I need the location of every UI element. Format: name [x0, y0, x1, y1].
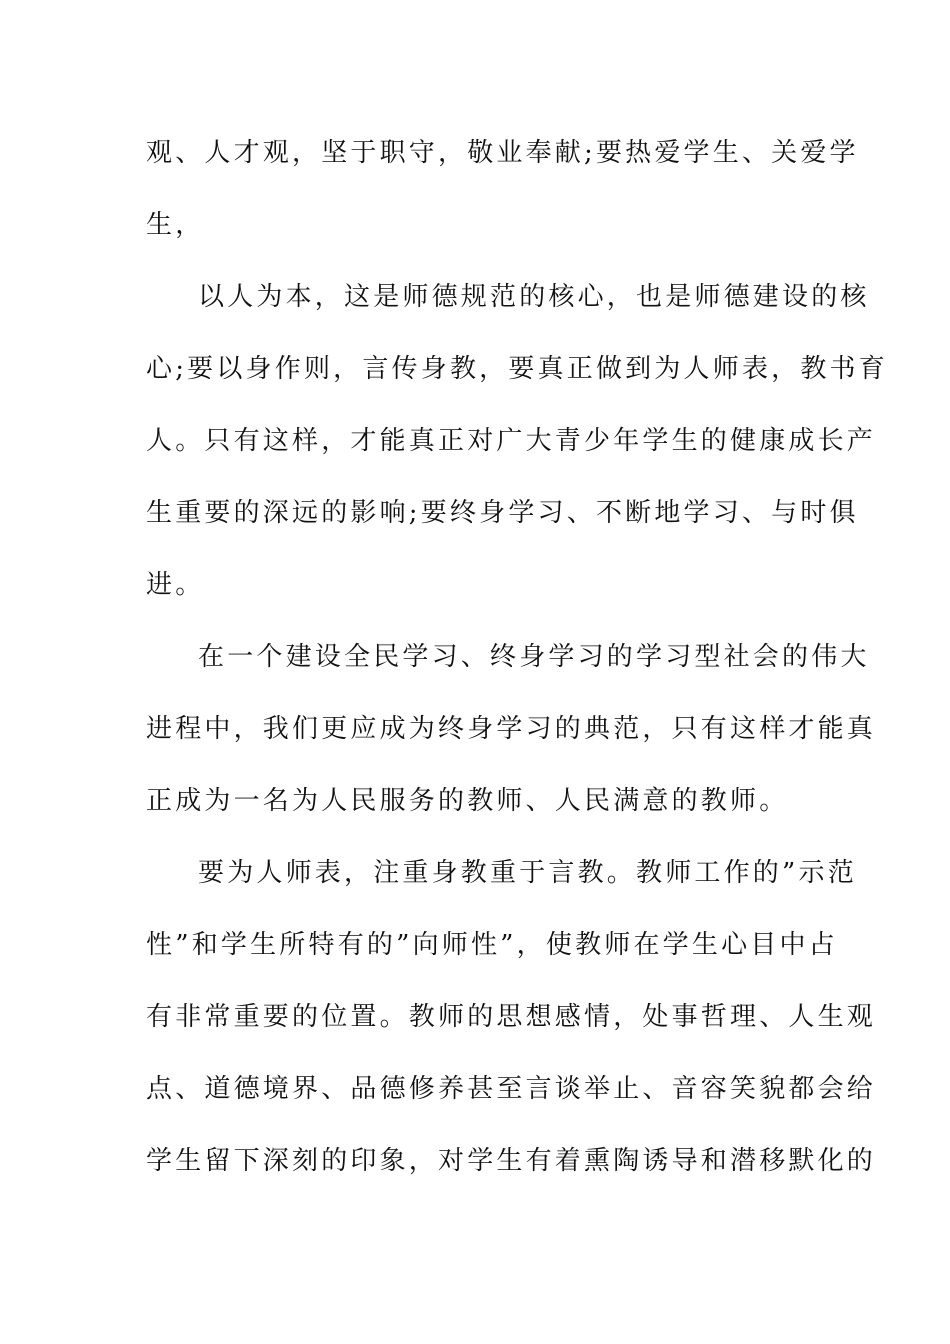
- text-line: 学生留下深刻的印象，对学生有着熏陶诱导和潜移默化的: [146, 1146, 877, 1176]
- paragraph-start-line: 在一个建设全民学习、终身学习的学习型社会的伟大: [198, 642, 870, 672]
- text-line: 心;要以身作则，言传身教，要真正做到为人师表，教书育: [146, 354, 888, 384]
- text-line: 进程中，我们更应成为终身学习的典范，只有这样才能真: [146, 714, 877, 744]
- text-line: 生，: [146, 210, 205, 240]
- text-line: 人。只有这样，才能真正对广大青少年学生的健康成长产: [146, 426, 877, 456]
- text-line: 点、道德境界、品德修养甚至言谈举止、音容笑貌都会给: [146, 1074, 877, 1104]
- text-line: 性”和学生所特有的”向师性”，使教师在学生心目中占: [146, 930, 838, 960]
- text-line: 进。: [146, 570, 205, 600]
- text-line: 观、人才观，坚于职守，敬业奉献;要热爱学生、关爱学: [146, 138, 859, 168]
- text-line: 正成为一名为人民服务的教师、人民满意的教师。: [146, 786, 789, 816]
- paragraph-start-line: 要为人师表，注重身教重于言教。教师工作的”示范: [198, 858, 857, 888]
- document-body: [146, 128, 888, 1208]
- paragraph-start-line: 以人为本，这是师德规范的核心，也是师德建设的核: [198, 282, 870, 312]
- text-line: 生重要的深远的影响;要终身学习、不断地学习、与时俱: [146, 498, 859, 528]
- text-line: 有非常重要的位置。教师的思想感情，处事哲理、人生观: [146, 1002, 877, 1032]
